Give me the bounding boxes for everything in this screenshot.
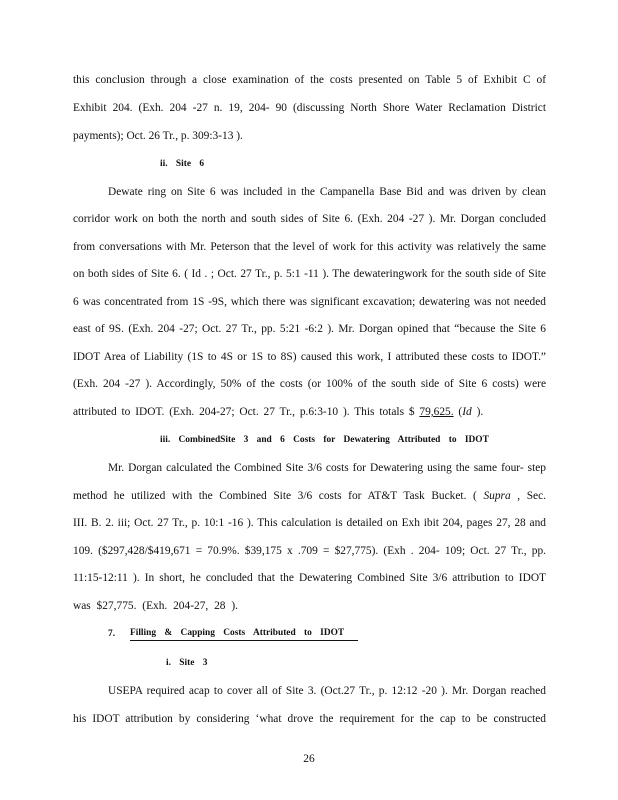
paragraph-3-line-1: Mr. Dorgan calculated the Combined Site 3/6 costs for Dewatering using the same four- step (108, 462, 546, 474)
paragraph-2-line-1: Dewate ring on Site 6 was included in the Campanella Base Bid and was driven by clean (108, 186, 546, 198)
paragraph-2-line-3: from conversations with Mr. Peterson that the level of work for this activity was relatively the same (73, 241, 546, 253)
paragraph-2-line-8: (Exh. 204 -27 ). Accordingly, 50% of the costs (or 100% of the south side of Site 6 costs) were (73, 378, 546, 390)
paragraph-2-line-2: corridor work on both the north and south sides of Site 6. (Exh. 204 -27 ). Mr. Dorgan concluded (73, 213, 546, 225)
heading-site-6: ii. Site 6 (160, 159, 205, 169)
cite-close: ). (471, 406, 484, 418)
paragraph-3-line-2 (73, 488, 546, 504)
paragraph-2-line-9-text: attributed to IDOT. (Exh. 204-27; Oct. 27 Tr., p.6:3-10 ). This totals $ (73, 406, 420, 418)
paragraph-1-line-2: Exhibit 204. (Exh. 204 -27 n. 19, 204- 90 (discussing North Shore Water Reclamation District (73, 102, 546, 114)
page-number: 26 (303, 753, 315, 766)
paragraph-3-line-6: was $27,775. (Exh. 204-27, 28 ). (73, 600, 238, 612)
paragraph-3-line-2-text: method he utilized with the Combined Site 3/6 costs for AT&T Task Bucket. ( (73, 490, 484, 502)
paragraph-2-line-5: 6 was concentrated from 1S -9S, which there was significant excavation; dewatering was not needed (73, 296, 546, 308)
section-7-title: Filling & Capping Costs Attributed to IDOT (130, 627, 358, 641)
paragraph-2-line-6: east of 9S. (Exh. 204 -27; Oct. 27 Tr., pp. 5:21 -6:2 ). Mr. Dorgan opined that “because the Site 6 (73, 323, 546, 335)
cite-open: ( (453, 406, 463, 418)
supra-citation: Supra (483, 490, 511, 502)
total-amount: 79,625. (419, 406, 454, 418)
paragraph-3-line-2-end: , Sec. (510, 490, 547, 502)
paragraph-2-line-4: on both sides of Site 6. ( Id . ; Oct. 27 Tr., p. 5:1 -11 ). The dewateringwork for the south side of Site (73, 268, 546, 280)
paragraph-4-line-1: USEPA required acap to cover all of Site 3. (Oct.27 Tr., p. 12:12 -20 ). Mr. Dorgan reached (108, 685, 546, 697)
paragraph-1-line-1: this conclusion through a close examination of the costs presented on Table 5 of Exhibit C of (73, 74, 546, 86)
heading-combined-site-3-6: iii. CombinedSite 3 and 6 Costs for Dewatering Attributed to IDOT (160, 435, 489, 445)
paragraph-3-line-5: 11:15-12:11 ). In short, he concluded that the Dewatering Combined Site 3/6 attribution to IDOT (73, 572, 546, 584)
paragraph-1-line-3: payments); Oct. 26 Tr., p. 309:3-13 ). (73, 130, 243, 142)
paragraph-2-line-9 (73, 404, 483, 420)
heading-site-3: i. Site 3 (166, 658, 208, 668)
paragraph-3-line-4: 109. ($297,428/$419,671 = 70.9%. $39,175 x .709 = $27,775). (Exh . 204- 109; Oct. 27 Tr., pp. (73, 545, 546, 557)
cite-id: Id (462, 406, 472, 418)
paragraph-2-line-7: IDOT Area of Liability (1S to 4S or 1S to 8S) caused this work, I attributed these costs to IDOT.” (73, 351, 546, 363)
section-7-number: 7. (108, 629, 116, 639)
paragraph-4-line-2: his IDOT attribution by considering ‘what drove the requirement for the cap to be constructed (73, 713, 546, 725)
paragraph-3-line-3: III. B. 2. iii; Oct. 27 Tr., p. 10:1 -16 ). This calculation is detailed on Exh ibit 204, pages 27, 28 and (73, 517, 546, 529)
